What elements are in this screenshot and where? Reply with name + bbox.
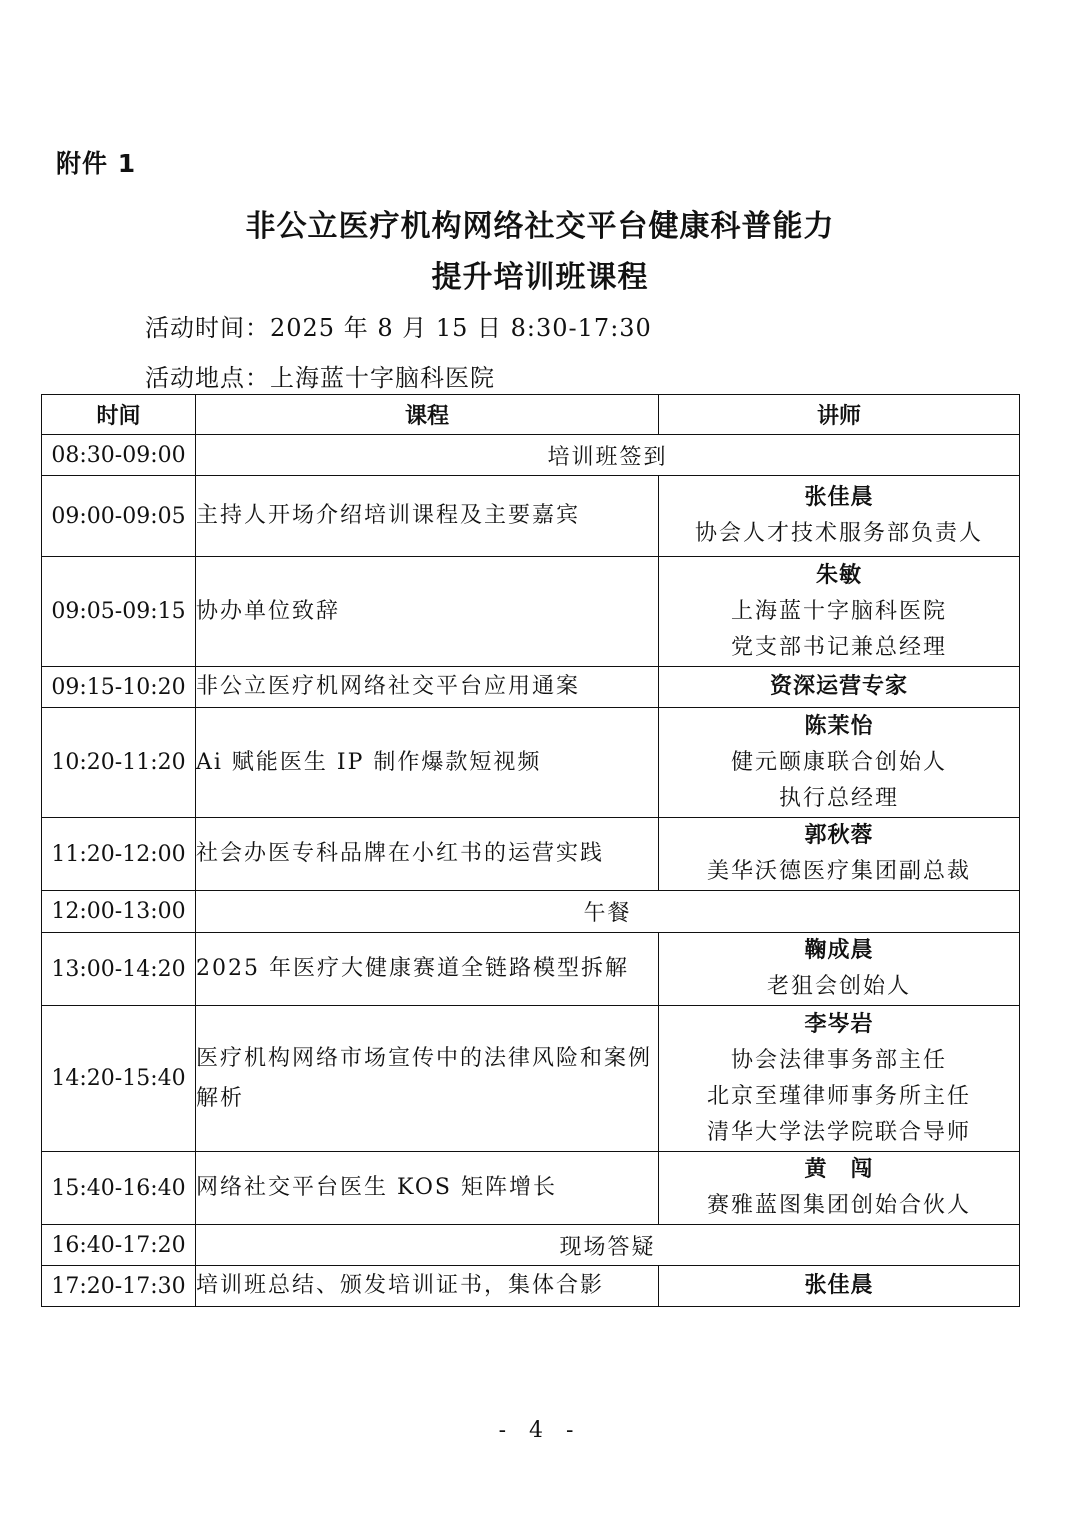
row-course: 培训班总结、颁发培训证书，集体合影 bbox=[196, 1266, 659, 1307]
row-course: 医疗机构网络市场宣传中的法律风险和案例解析 bbox=[196, 1006, 659, 1152]
table-row bbox=[42, 476, 1020, 557]
row-lecturer bbox=[659, 1152, 1020, 1225]
row-lecturer bbox=[659, 933, 1020, 1006]
row-time: 15:40-16:40 bbox=[42, 1152, 196, 1225]
row-course: 协办单位致辞 bbox=[196, 557, 659, 667]
row-lecturer bbox=[659, 476, 1020, 557]
row-time: 11:20-12:00 bbox=[42, 818, 196, 891]
row-time: 09:15-10:20 bbox=[42, 667, 196, 708]
schedule-table bbox=[41, 394, 1020, 1307]
row-session-label: 培训班签到 bbox=[196, 435, 1020, 476]
row-course: 社会办医专科品牌在小红书的运营实践 bbox=[196, 818, 659, 891]
lecturer-name: 郭秋蓉 bbox=[804, 823, 874, 848]
document-title-line2: 提升培训班课程 bbox=[431, 260, 649, 295]
table-row bbox=[42, 933, 1020, 1006]
table-row bbox=[42, 1006, 1020, 1152]
lecturer-name: 张佳晨 bbox=[804, 485, 874, 510]
row-lecturer bbox=[659, 818, 1020, 891]
row-time: 10:20-11:20 bbox=[42, 708, 196, 818]
row-time: 13:00-14:20 bbox=[42, 933, 196, 1006]
lecturer-title: 赛雅蓝图集团创始合伙人 bbox=[706, 1193, 971, 1218]
row-lecturer bbox=[659, 667, 1020, 708]
table-row bbox=[42, 1225, 1020, 1266]
row-session-label: 午餐 bbox=[196, 891, 1020, 933]
lecturer-name: 朱敏 bbox=[815, 562, 862, 588]
row-course: 非公立医疗机网络社交平台应用通案 bbox=[196, 667, 659, 708]
lecturer-title: 上海蓝十字脑科医院 bbox=[730, 598, 947, 624]
table-row bbox=[42, 708, 1020, 818]
row-time: 09:00-09:05 bbox=[42, 476, 196, 557]
row-time: 14:20-15:40 bbox=[42, 1006, 196, 1152]
lecturer-title: 美华沃德医疗集团副总裁 bbox=[706, 859, 971, 884]
lecturer-name: 资深运营专家 bbox=[769, 674, 908, 699]
lecturer-name: 陈茉怡 bbox=[804, 713, 874, 739]
attachment-label: 附件 1 bbox=[56, 149, 137, 178]
lecturer-title: 健元颐康联合创始人 bbox=[730, 749, 947, 775]
row-course: 主持人开场介绍培训课程及主要嘉宾 bbox=[196, 476, 659, 557]
lecturer-name: 张佳晨 bbox=[804, 1273, 874, 1298]
table-row bbox=[42, 818, 1020, 891]
row-lecturer bbox=[659, 1266, 1020, 1307]
table-row bbox=[42, 667, 1020, 708]
table-row bbox=[42, 891, 1020, 933]
header-course: 课程 bbox=[196, 395, 659, 435]
activity-place: 活动地点：上海蓝十字脑科医院 bbox=[145, 364, 495, 392]
row-lecturer bbox=[659, 557, 1020, 667]
table-header-row bbox=[42, 395, 1020, 435]
lecturer-name: 黄 闯 bbox=[804, 1157, 874, 1182]
table-row bbox=[42, 557, 1020, 667]
row-lecturer bbox=[659, 1006, 1020, 1152]
document-title-line1: 非公立医疗机构网络社交平台健康科普能力 bbox=[245, 209, 835, 244]
table-row bbox=[42, 1152, 1020, 1225]
lecturer-title: 执行总经理 bbox=[778, 785, 899, 811]
row-course: 2025 年医疗大健康赛道全链路模型拆解 bbox=[196, 933, 659, 1006]
row-time: 16:40-17:20 bbox=[42, 1225, 196, 1266]
row-session-label: 现场答疑 bbox=[196, 1225, 1020, 1266]
lecturer-title: 协会法律事务部主任 bbox=[730, 1047, 947, 1073]
header-lecturer: 讲师 bbox=[659, 395, 1020, 435]
lecturer-title: 北京至瑾律师事务所主任 bbox=[706, 1083, 971, 1109]
schedule-body bbox=[42, 435, 1020, 1307]
row-time: 17:20-17:30 bbox=[42, 1266, 196, 1307]
page-number: - 4 - bbox=[498, 1418, 582, 1443]
row-course: 网络社交平台医生 KOS 矩阵增长 bbox=[196, 1152, 659, 1225]
row-course: Ai 赋能医生 IP 制作爆款短视频 bbox=[196, 708, 659, 818]
activity-time: 活动时间：2025 年 8 月 15 日 8:30-17:30 bbox=[145, 314, 652, 342]
lecturer-name: 鞠成晨 bbox=[804, 938, 874, 963]
row-time: 08:30-09:00 bbox=[42, 435, 196, 476]
lecturer-title: 老狙会创始人 bbox=[766, 974, 911, 999]
row-time: 12:00-13:00 bbox=[42, 891, 196, 933]
header-time: 时间 bbox=[42, 395, 196, 435]
row-time: 09:05-09:15 bbox=[42, 557, 196, 667]
lecturer-title: 清华大学法学院联合导师 bbox=[706, 1119, 971, 1145]
table-row bbox=[42, 1266, 1020, 1307]
lecturer-title: 党支部书记兼总经理 bbox=[730, 634, 947, 660]
row-lecturer bbox=[659, 708, 1020, 818]
table-row bbox=[42, 435, 1020, 476]
lecturer-title: 协会人才技术服务部负责人 bbox=[694, 521, 983, 546]
lecturer-name: 李岑岩 bbox=[804, 1011, 874, 1037]
